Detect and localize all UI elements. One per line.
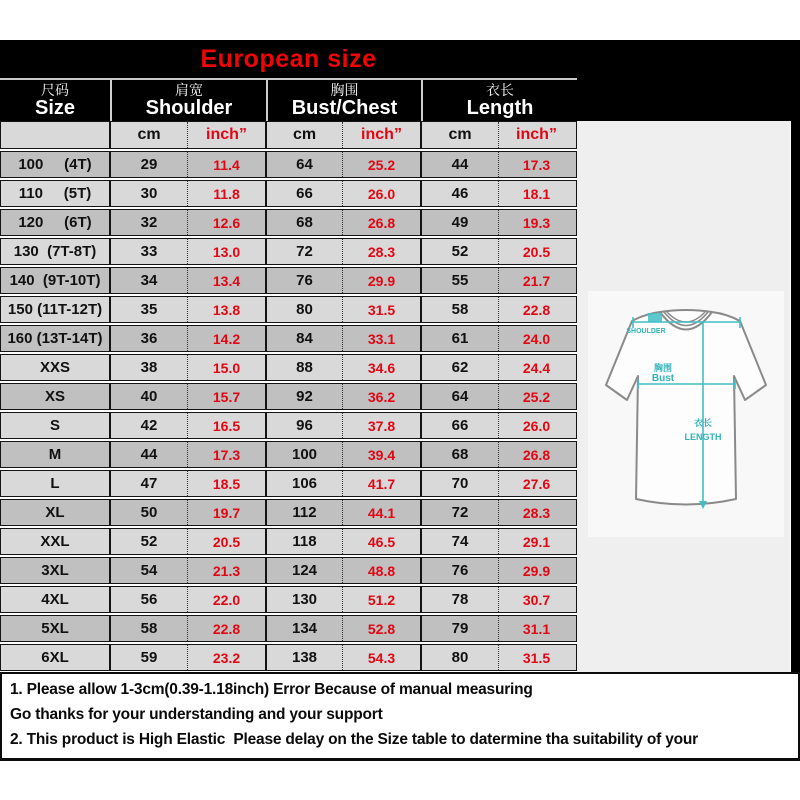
bust-inch-cell: 36.2 (342, 384, 420, 409)
footer-note-2: Go thanks for your understanding and your support (10, 705, 383, 723)
header-shoulder-zh: 肩宽 (175, 82, 203, 98)
length-label-en: LENGTH (684, 432, 722, 442)
bust-cm-cell: 64 (265, 152, 342, 177)
table-header (0, 80, 577, 121)
length-inch-cell: 26.8 (498, 442, 574, 467)
header-shoulder (110, 80, 266, 121)
length-cm-cell: 70 (420, 471, 498, 496)
shoulder-cm-cell: 33 (109, 239, 187, 264)
bust-cm-cell: 66 (265, 181, 342, 206)
table-row (0, 470, 577, 497)
shoulder-inch-cell: 11.4 (187, 152, 265, 177)
size-cell: 4XL (41, 591, 69, 608)
bust-cm-cell: 124 (265, 558, 342, 583)
unit-inch-shoulder: inch” (187, 122, 265, 148)
length-cm-cell: 79 (420, 616, 498, 641)
bust-label-zh: 胸围 (653, 363, 673, 373)
header-size (0, 80, 110, 121)
bust-inch-cell: 41.7 (342, 471, 420, 496)
bust-inch-cell: 54.3 (342, 645, 420, 670)
table-row (0, 151, 577, 178)
length-cm-cell: 44 (420, 152, 498, 177)
footer-notes (0, 672, 800, 761)
bust-inch-cell: 28.3 (342, 239, 420, 264)
length-cm-cell: 55 (420, 268, 498, 293)
header-length-zh: 衣长 (486, 82, 514, 98)
bust-cm-cell: 76 (265, 268, 342, 293)
size-cell: M (48, 446, 62, 463)
bust-cm-cell: 100 (265, 442, 342, 467)
length-inch-cell: 29.1 (498, 529, 574, 554)
shoulder-cm-cell: 42 (109, 413, 187, 438)
table-row (0, 354, 577, 381)
bust-inch-cell: 26.8 (342, 210, 420, 235)
table-row (0, 383, 577, 410)
table-row (0, 586, 577, 613)
footer-note-3: 2. This product is High Elastic Please delay on the Size table to datermine tha suitability of your (10, 730, 698, 748)
length-cm-cell: 49 (420, 210, 498, 235)
length-cm-cell: 78 (420, 587, 498, 612)
bust-label-en: Bust (651, 373, 675, 384)
length-cm-cell: 74 (420, 529, 498, 554)
table-row (0, 296, 577, 323)
unit-cm-shoulder: cm (109, 122, 187, 148)
length-inch-cell: 18.1 (498, 181, 574, 206)
table-row (0, 180, 577, 207)
unit-cm-length: cm (420, 122, 498, 148)
unit-cm-bust: cm (265, 122, 342, 148)
table-row (0, 557, 577, 584)
bust-cm-cell: 112 (265, 500, 342, 525)
table-row (0, 325, 577, 352)
size-cell: XXS (39, 359, 70, 376)
length-inch-cell: 24.4 (498, 355, 574, 380)
length-cm-cell: 72 (420, 500, 498, 525)
shoulder-cm-cell: 29 (109, 152, 187, 177)
bust-inch-cell: 31.5 (342, 297, 420, 322)
tshirt-diagram (588, 291, 784, 537)
bust-inch-cell: 48.8 (342, 558, 420, 583)
size-cell: 3XL (41, 562, 69, 579)
bust-inch-cell: 34.6 (342, 355, 420, 380)
table-row (0, 528, 577, 555)
size-table (0, 121, 577, 673)
shoulder-inch-cell: 15.0 (187, 355, 265, 380)
shoulder-inch-cell: 19.7 (187, 500, 265, 525)
table-row (0, 209, 577, 236)
shoulder-cm-cell: 56 (109, 587, 187, 612)
length-cm-cell: 68 (420, 442, 498, 467)
header-bust (266, 80, 421, 121)
bust-cm-cell: 68 (265, 210, 342, 235)
length-inch-cell: 25.2 (498, 384, 574, 409)
right-panel (577, 121, 790, 672)
shoulder-cm-cell: 40 (109, 384, 187, 409)
length-inch-cell: 26.0 (498, 413, 574, 438)
shoulder-inch-cell: 13.4 (187, 268, 265, 293)
bust-inch-cell: 33.1 (342, 326, 420, 351)
bust-cm-cell: 88 (265, 355, 342, 380)
tshirt-outline (606, 310, 766, 505)
unit-inch-length: inch” (498, 122, 574, 148)
shoulder-cm-cell: 58 (109, 616, 187, 641)
shoulder-inch-cell: 13.8 (187, 297, 265, 322)
size-cell: S (49, 417, 60, 434)
shoulder-cm-cell: 59 (109, 645, 187, 670)
bust-cm-cell: 80 (265, 297, 342, 322)
length-cm-cell: 46 (420, 181, 498, 206)
length-inch-cell: 31.5 (498, 645, 574, 670)
size-cell: XL (45, 504, 65, 521)
shoulder-cm-cell: 47 (109, 471, 187, 496)
footer-note-1: 1. Please allow 1-3cm(0.39-1.18inch) Error Because of manual measuring (10, 681, 533, 699)
shoulder-inch-cell: 15.7 (187, 384, 265, 409)
shoulder-inch-cell: 17.3 (187, 442, 265, 467)
size-cell: 140 (9T-10T) (9, 272, 101, 289)
bust-cm-cell: 92 (265, 384, 342, 409)
shoulder-inch-cell: 22.8 (187, 616, 265, 641)
shoulder-inch-cell: 12.6 (187, 210, 265, 235)
table-row (0, 644, 577, 671)
unit-row (0, 121, 577, 149)
shoulder-cm-cell: 32 (109, 210, 187, 235)
shoulder-inch-cell: 21.3 (187, 558, 265, 583)
unit-inch-bust: inch” (342, 122, 420, 148)
length-inch-cell: 28.3 (498, 500, 574, 525)
shoulder-inch-cell: 14.2 (187, 326, 265, 351)
title-bar (0, 40, 577, 78)
size-cell: XXL (40, 533, 70, 550)
header-bust-zh: 胸围 (330, 82, 359, 98)
bust-inch-cell: 25.2 (342, 152, 420, 177)
bust-inch-cell: 26.0 (342, 181, 420, 206)
table-row (0, 441, 577, 468)
shoulder-inch-cell: 18.5 (187, 471, 265, 496)
length-cm-cell: 76 (420, 558, 498, 583)
bust-inch-cell: 44.1 (342, 500, 420, 525)
size-cell: 160 (13T-14T) (7, 330, 103, 347)
size-cell: 6XL (41, 649, 69, 666)
header-size-zh: 尺码 (41, 82, 69, 98)
length-inch-cell: 19.3 (498, 210, 574, 235)
size-cell: 130 (7T-8T) (13, 243, 97, 260)
shoulder-cm-cell: 30 (109, 181, 187, 206)
table-row (0, 238, 577, 265)
bust-cm-cell: 106 (265, 471, 342, 496)
length-cm-cell: 62 (420, 355, 498, 380)
length-cm-cell: 80 (420, 645, 498, 670)
bust-inch-cell: 37.8 (342, 413, 420, 438)
bust-cm-cell: 134 (265, 616, 342, 641)
unit-blank-cell (1, 122, 109, 148)
bust-inch-cell: 39.4 (342, 442, 420, 467)
length-cm-cell: 52 (420, 239, 498, 264)
table-row (0, 267, 577, 294)
length-inch-cell: 22.8 (498, 297, 574, 322)
table-row (0, 615, 577, 642)
length-inch-cell: 31.1 (498, 616, 574, 641)
length-cm-cell: 64 (420, 384, 498, 409)
shoulder-cm-cell: 52 (109, 529, 187, 554)
tshirt-illustration (588, 291, 784, 537)
length-inch-cell: 29.9 (498, 558, 574, 583)
shoulder-inch-cell: 13.0 (187, 239, 265, 264)
right-black-strip (791, 40, 800, 761)
bust-inch-cell: 46.5 (342, 529, 420, 554)
size-cell: L (50, 475, 60, 492)
bust-cm-cell: 118 (265, 529, 342, 554)
shoulder-cm-cell: 35 (109, 297, 187, 322)
length-inch-cell: 24.0 (498, 326, 574, 351)
table-row (0, 412, 577, 439)
bust-cm-cell: 84 (265, 326, 342, 351)
length-cm-cell: 61 (420, 326, 498, 351)
bust-inch-cell: 29.9 (342, 268, 420, 293)
length-inch-cell: 21.7 (498, 268, 574, 293)
shoulder-inch-cell: 16.5 (187, 413, 265, 438)
header-bust-en: Bust/Chest (291, 97, 398, 119)
header-length-en: Length (466, 97, 534, 119)
shoulder-cm-cell: 34 (109, 268, 187, 293)
size-cell: XS (44, 388, 65, 405)
length-inch-cell: 20.5 (498, 239, 574, 264)
length-inch-cell: 17.3 (498, 152, 574, 177)
size-cell: 120 (6T) (18, 214, 92, 231)
size-cell: 110 (5T) (18, 185, 92, 202)
length-label-zh: 衣长 (693, 418, 713, 428)
bust-inch-cell: 51.2 (342, 587, 420, 612)
shoulder-cm-cell: 36 (109, 326, 187, 351)
shoulder-inch-cell: 22.0 (187, 587, 265, 612)
shoulder-cm-cell: 38 (109, 355, 187, 380)
bust-cm-cell: 72 (265, 239, 342, 264)
shoulder-inch-cell: 11.8 (187, 181, 265, 206)
length-inch-cell: 27.6 (498, 471, 574, 496)
header-shoulder-en: Shoulder (145, 97, 233, 119)
shoulder-marker (648, 313, 662, 322)
page-title: European size (200, 44, 377, 73)
header-size-en: Size (34, 97, 76, 119)
shoulder-inch-cell: 20.5 (187, 529, 265, 554)
table-row (0, 499, 577, 526)
bust-cm-cell: 138 (265, 645, 342, 670)
bust-cm-cell: 96 (265, 413, 342, 438)
length-cm-cell: 66 (420, 413, 498, 438)
shoulder-inch-cell: 23.2 (187, 645, 265, 670)
shoulder-cm-cell: 54 (109, 558, 187, 583)
size-cell: 150 (11T-12T) (7, 301, 103, 318)
size-cell: 100 (4T) (18, 156, 92, 173)
header-length (421, 80, 577, 121)
shoulder-label-en: SHOULDER (626, 328, 666, 335)
table-rows (0, 151, 577, 671)
shoulder-cm-cell: 44 (109, 442, 187, 467)
length-cm-cell: 58 (420, 297, 498, 322)
size-cell: 5XL (41, 620, 69, 637)
bust-cm-cell: 130 (265, 587, 342, 612)
shoulder-cm-cell: 50 (109, 500, 187, 525)
length-inch-cell: 30.7 (498, 587, 574, 612)
bust-inch-cell: 52.8 (342, 616, 420, 641)
